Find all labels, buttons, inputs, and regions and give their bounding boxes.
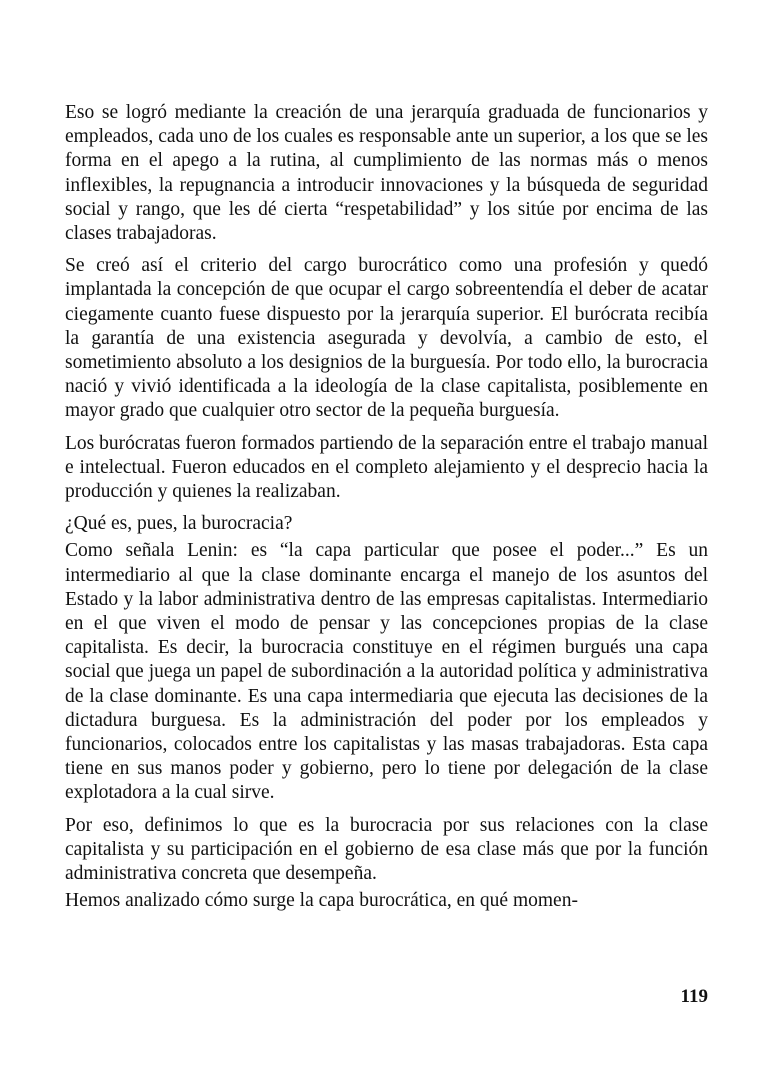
- paragraph-jerarquia: Eso se logró mediante la creación de una jerarquía graduada de funcionarios y empleados, cada uno de los cuales es responsable ante un superior, a los que se les forma en el apego a la rutina, al cumplimiento de las normas más o menos inflexibles, la repugnancia a introducir innovaciones y la búsqueda de seguridad social y rango, que les dé cierta “respetabilidad” y los sitúe por encima de las clases trabajadoras.: [65, 102, 708, 245]
- paragraph-question: ¿Qué es, pues, la burocracia?: [65, 513, 293, 535]
- paragraph-por-eso: Por eso, definimos lo que es la burocracia por sus relaciones con la clase capitalista y su participación en el gobierno de esa clase más que por la función administrativa concreta que desempeña.: [65, 814, 708, 885]
- page-body: [65, 101, 708, 922]
- paragraph-lenin: Como señala Lenin: es “la capa particular que posee el poder...” Es un intermediario al que la clase dominante encarga el manejo de los asuntos del Estado y la labor administrativa dentro de las empresas capitalistas. Intermediario en el que viven el modo de pensar y las concepciones propias de la clase capitalista. Es decir, la burocracia constituye en el régimen burgués una capa social que juega un papel de subordinación a la autoridad política y administrativa de la clase dominante. Es una capa intermediaria que ejecuta las decisiones de la dictadura burguesa. Es la administración del poder por los empleados y funcionarios, colocados entre los capitalistas y las masas trabajadoras. Esta capa tiene en sus manos poder y gobierno, pero lo tiene por delegación de la clase explotadora a la cual sirve.: [65, 540, 708, 804]
- paragraph-hemos-analizado: Hemos analizado cómo surge la capa burocrática, en qué momen-: [65, 890, 578, 912]
- paragraph-burocratas-formados: Los burócratas fueron formados partiendo de la separación entre el trabajo manual e intelectual. Fueron educados en el completo alejamiento y el desprecio hacia la producción y quienes la realizaban.: [65, 432, 708, 503]
- page-number: 119: [680, 986, 708, 1007]
- paragraph-cargo-burocratico: Se creó así el criterio del cargo burocrático como una profesión y quedó implantada la concepción de que ocupar el cargo sobreentendía el deber de acatar ciegamente cuanto fuese dispuesto por la jerarquía superior. El burócrata recibía la garantía de una existencia asegurada y devolvía, a cambio de esto, el sometimiento absoluto a los designios de la burguesía. Por todo ello, la burocracia nació y vivió identificada a la ideología de la clase capitalista, posiblemente en mayor grado que cualquier otro sector de la pequeña burguesía.: [65, 255, 708, 422]
